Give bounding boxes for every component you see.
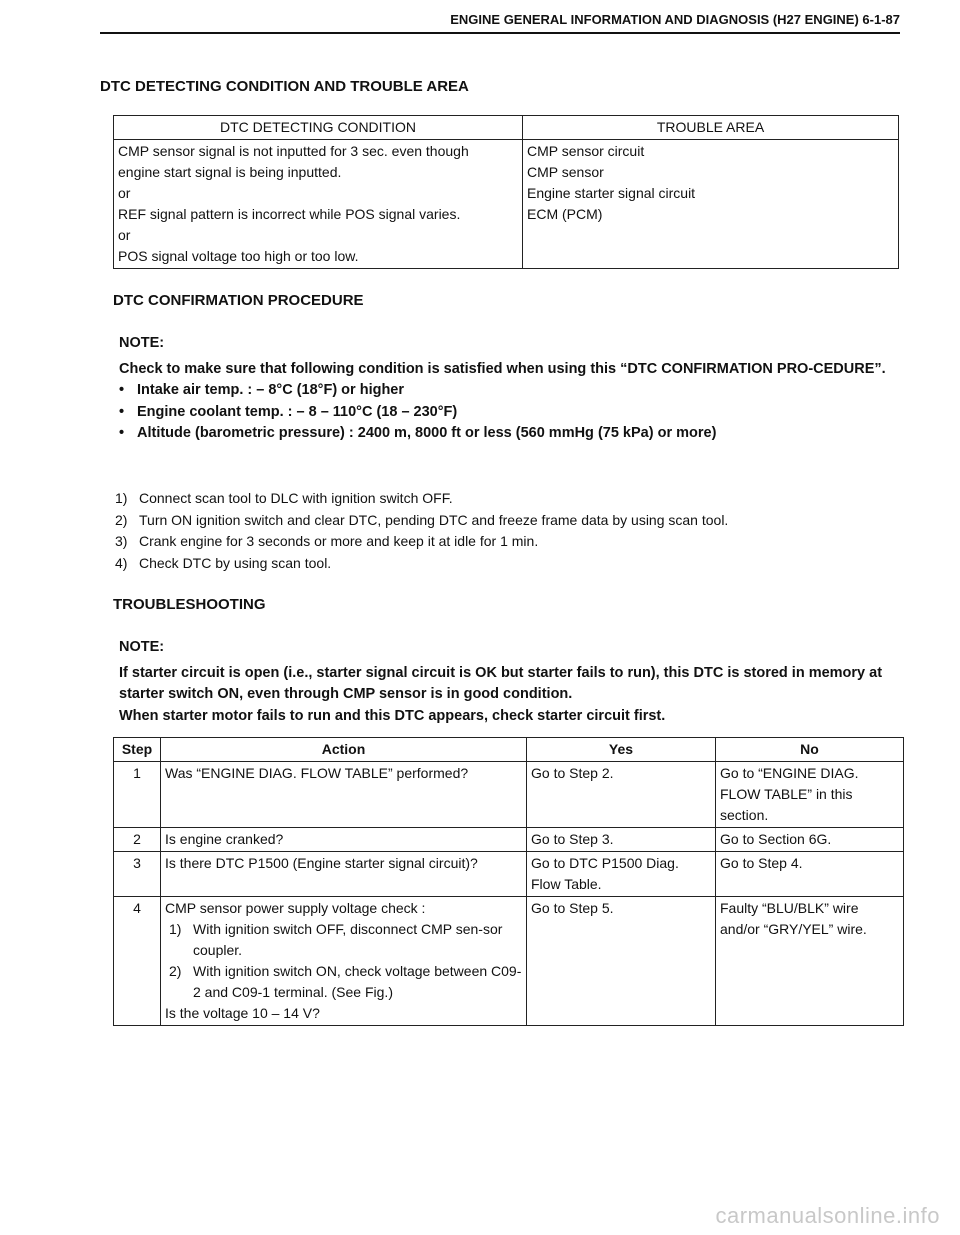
table-row <box>114 828 904 852</box>
area-line: CMP sensor circuit <box>527 143 645 159</box>
sub-step-text: With ignition switch ON, check voltage between C09-2 and C09-1 terminal. (See Fig.) <box>193 963 522 1000</box>
trouble-area-header: TROUBLE AREA <box>523 116 899 140</box>
step-number: 2) <box>115 511 128 528</box>
step-cell: 3 <box>114 852 161 897</box>
note-label: NOTE: <box>119 639 165 655</box>
sub-step <box>165 961 522 1003</box>
area-line: Engine starter signal circuit <box>527 185 696 201</box>
no-cell: Go to Step 4. <box>716 852 904 897</box>
action-cell: Is there DTC P1500 (Engine starter signal circuit)? <box>161 852 527 897</box>
note-troubleshooting <box>119 637 898 727</box>
note-label: NOTE: <box>119 335 165 351</box>
heading-troubleshooting: TROUBLESHOOTING <box>113 596 266 613</box>
step-number: 1) <box>115 490 128 506</box>
action-cell: Was “ENGINE DIAG. FLOW TABLE” performed? <box>161 762 527 828</box>
step-text: Turn ON ignition switch and clear DTC, pending DTC and freeze frame data by using scan tool. <box>139 511 729 528</box>
condition-line: CMP sensor signal is not inputted for 3 sec. even though <box>118 143 469 159</box>
step-number: 4) <box>115 554 128 571</box>
running-title: ENGINE GENERAL INFORMATION AND DIAGNOSIS (H27 ENGINE) 6-1-87 <box>450 12 900 27</box>
procedure-step <box>113 510 728 532</box>
note-confirmation <box>119 333 898 445</box>
condition-bullets <box>119 380 898 445</box>
condition-line: or <box>118 185 131 201</box>
step-text: Connect scan tool to DLC with ignition switch OFF. <box>139 490 453 506</box>
heading-dtc-confirmation: DTC CONFIRMATION PROCEDURE <box>113 292 364 309</box>
condition-line: POS signal voltage too high or too low. <box>118 248 359 264</box>
yes-cell: Go to DTC P1500 Diag. Flow Table. <box>527 852 716 897</box>
action-question: Is the voltage 10 – 14 V? <box>165 1005 320 1021</box>
procedure-step <box>113 531 728 553</box>
sub-step <box>165 919 522 961</box>
table-row <box>114 762 904 828</box>
condition-line: or <box>118 227 131 243</box>
no-cell: Faulty “BLU/BLK” wire and/or “GRY/YEL” wire. <box>716 897 904 1026</box>
sub-step-number: 1) <box>169 921 182 937</box>
page-header <box>100 12 900 34</box>
heading-dtc-detecting: DTC DETECTING CONDITION AND TROUBLE AREA <box>100 78 469 95</box>
bullet-item: • Engine coolant temp. : – 8 – 110°C (18 – 230°F) <box>119 402 898 424</box>
dtc-condition-table <box>113 115 899 269</box>
bullet-item: • Intake air temp. : – 8°C (18°F) or higher <box>119 380 898 402</box>
dtc-condition-cell <box>114 140 523 269</box>
yes-cell: Go to Step 2. <box>527 762 716 828</box>
condition-line: engine start signal is being inputted. <box>118 164 342 180</box>
bullet-item: • Altitude (barometric pressure) : 2400 m, 8000 ft or less (560 mmHg (75 kPa) or more) <box>119 423 898 445</box>
table-header-row <box>114 738 904 762</box>
note-text: If starter circuit is open (i.e., starter signal circuit is OK but starter fails to run), this DTC is stored in memory at starter switch ON, even through CMP sensor is in good condition. <box>119 664 883 702</box>
header-no: No <box>716 738 904 762</box>
dtc-condition-header: DTC DETECTING CONDITION <box>114 116 523 140</box>
yes-cell: Go to Step 5. <box>527 897 716 1026</box>
action-cell: Is engine cranked? <box>161 828 527 852</box>
condition-line: REF signal pattern is incorrect while POS signal varies. <box>118 206 461 222</box>
confirmation-procedure-list <box>113 488 728 574</box>
area-line: CMP sensor <box>527 164 604 180</box>
sub-step-text: With ignition switch OFF, disconnect CMP sen-sor coupler. <box>193 921 503 958</box>
table-row <box>114 897 904 1026</box>
procedure-step <box>113 488 728 510</box>
step-cell: 1 <box>114 762 161 828</box>
header-action: Action <box>161 738 527 762</box>
area-line: ECM (PCM) <box>527 206 603 222</box>
note-text-2: When starter motor fails to run and this DTC appears, check starter circuit first. <box>119 707 666 724</box>
step-cell: 4 <box>114 897 161 1026</box>
step-text: Crank engine for 3 seconds or more and keep it at idle for 1 min. <box>139 533 539 549</box>
no-cell: Go to “ENGINE DIAG. FLOW TABLE” in this section. <box>716 762 904 828</box>
trouble-area-cell <box>523 140 899 269</box>
procedure-step <box>113 553 728 575</box>
step-cell: 2 <box>114 828 161 852</box>
action-cell <box>161 897 527 1026</box>
sub-step-number: 2) <box>169 963 182 979</box>
step-number: 3) <box>115 533 128 549</box>
header-step: Step <box>114 738 161 762</box>
watermark: carmanualsonline.info <box>715 1203 940 1228</box>
note-text: Check to make sure that following condition is satisfied when using this “DTC CONFIRMATION PRO-CEDURE”. <box>119 360 886 377</box>
troubleshooting-table <box>113 737 904 1026</box>
yes-cell: Go to Step 3. <box>527 828 716 852</box>
action-title: CMP sensor power supply voltage check : <box>165 900 426 916</box>
table-row <box>114 852 904 897</box>
step-text: Check DTC by using scan tool. <box>139 554 332 571</box>
no-cell: Go to Section 6G. <box>716 828 904 852</box>
header-yes: Yes <box>527 738 716 762</box>
